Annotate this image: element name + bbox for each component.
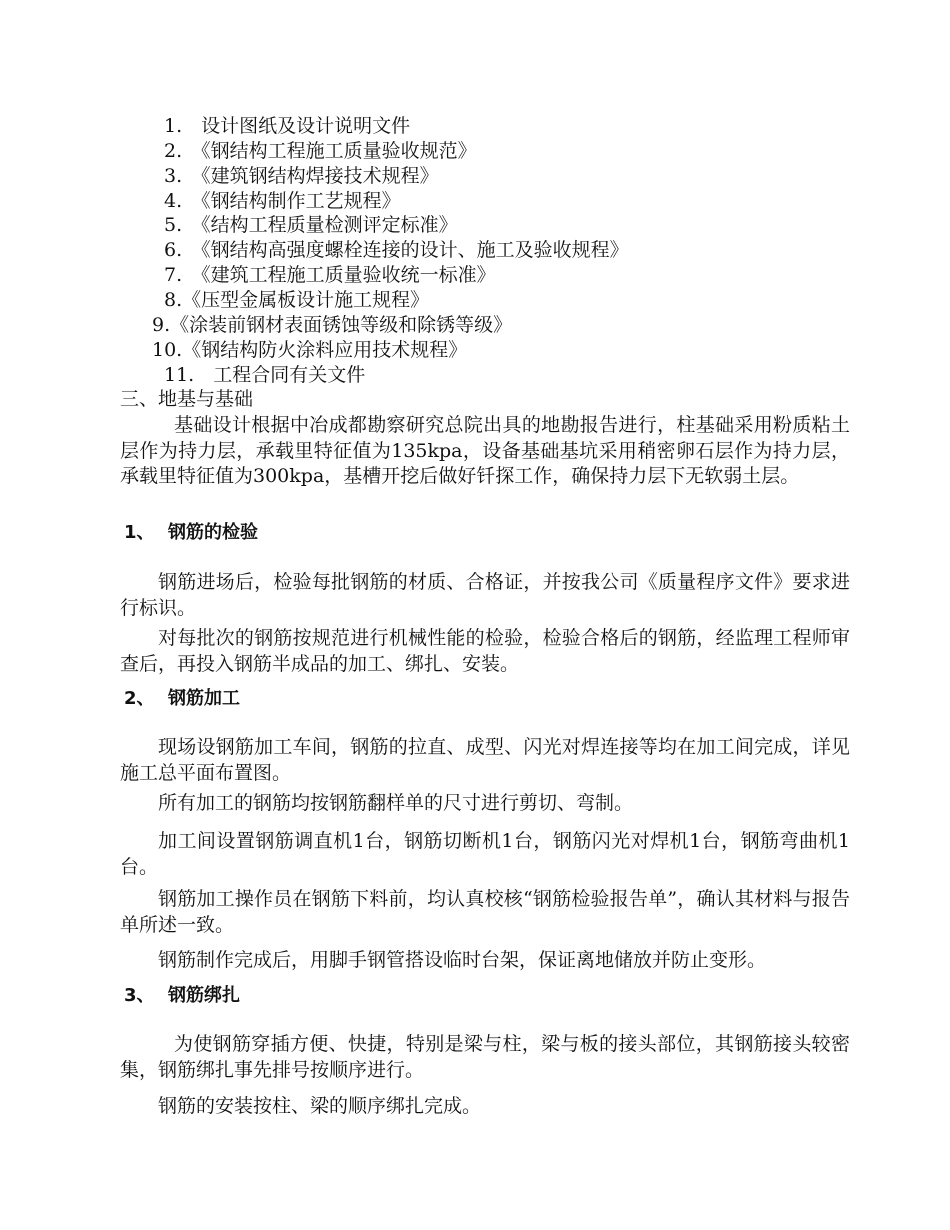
subsection-heading-binding bbox=[124, 983, 240, 1009]
reference-item-6: 6. 《钢结构高强度螺栓连接的设计、施工及验收规程》 bbox=[164, 239, 629, 261]
reference-item-10: 10.《钢结构防火涂料应用技术规程》 bbox=[152, 339, 468, 361]
subsection-heading-inspection bbox=[124, 520, 258, 546]
subsection-title: 钢筋的检验 bbox=[168, 522, 258, 543]
reference-item-3: 3. 《建筑钢结构焊接技术规程》 bbox=[164, 165, 439, 187]
processing-paragraph-4: 钢筋加工操作员在钢筋下料前，均认真校核“钢筋检验报告单”，确认其材料与报告单所述一致。 bbox=[120, 888, 850, 936]
subsection-title: 钢筋加工 bbox=[168, 688, 240, 709]
binding-paragraph-1: 为使钢筋穿插方便、快捷，特别是梁与柱，梁与板的接头部位，其钢筋接头较密集，钢筋绑扎事先排号按顺序进行。 bbox=[120, 1033, 850, 1081]
processing-paragraph-1: 现场设钢筋加工车间，钢筋的拉直、成型、闪光对焊连接等均在加工间完成，详见施工总平面布置图。 bbox=[120, 736, 850, 784]
section-title-foundation: 三、地基与基础 bbox=[120, 388, 254, 410]
subsection-number: 2、 bbox=[124, 688, 155, 709]
processing-paragraph-2: 所有加工的钢筋均按钢筋翻样单的尺寸进行剪切、弯制。 bbox=[158, 792, 634, 814]
reference-item-4: 4. 《钢结构制作工艺规程》 bbox=[164, 190, 401, 212]
reference-item-8: 8.《压型金属板设计施工规程》 bbox=[164, 289, 430, 311]
reference-item-5: 5. 《结构工程质量检测评定标准》 bbox=[164, 214, 458, 236]
reference-item-9: 9.《涂装前钢材表面锈蚀等级和除锈等级》 bbox=[152, 314, 513, 336]
binding-paragraph-2: 钢筋的安装按柱、梁的顺序绑扎完成。 bbox=[158, 1095, 482, 1117]
inspection-paragraph-1: 钢筋进场后，检验每批钢筋的材质、合格证，并按我公司《质量程序文件》要求进行标识。 bbox=[120, 571, 850, 619]
subsection-heading-processing bbox=[124, 686, 240, 712]
subsection-number: 3、 bbox=[124, 985, 155, 1006]
processing-paragraph-3: 加工间设置钢筋调直机1台，钢筋切断机1台，钢筋闪光对焊机1台，钢筋弯曲机1台。 bbox=[120, 830, 850, 878]
reference-item-1: 1. 设计图纸及设计说明文件 bbox=[164, 115, 411, 137]
subsection-title: 钢筋绑扎 bbox=[168, 985, 240, 1006]
subsection-number: 1、 bbox=[124, 522, 155, 543]
inspection-paragraph-2: 对每批次的钢筋按规范进行机械性能的检验，检验合格后的钢筋，经监理工程师审查后，再投入钢筋半成品的加工、绑扎、安装。 bbox=[120, 627, 850, 675]
foundation-paragraph: 基础设计根据中冶成都勘察研究总院出具的地勘报告进行，柱基础采用粉质粘土层作为持力层，承载里特征值为135kpa，设备基础基坑采用稍密卵石层作为持力层，承载里特征值为300kpa，基槽开挖后做好钎探工作，确保持力层下无软弱土层。 bbox=[120, 414, 850, 487]
reference-item-11: 11. 工程合同有关文件 bbox=[164, 364, 366, 386]
processing-paragraph-5: 钢筋制作完成后，用脚手钢管搭设临时台架，保证离地储放并防止变形。 bbox=[158, 949, 767, 971]
reference-item-2: 2. 《钢结构工程施工质量验收规范》 bbox=[164, 140, 477, 162]
reference-item-7: 7. 《建筑工程施工质量验收统一标准》 bbox=[164, 264, 496, 286]
